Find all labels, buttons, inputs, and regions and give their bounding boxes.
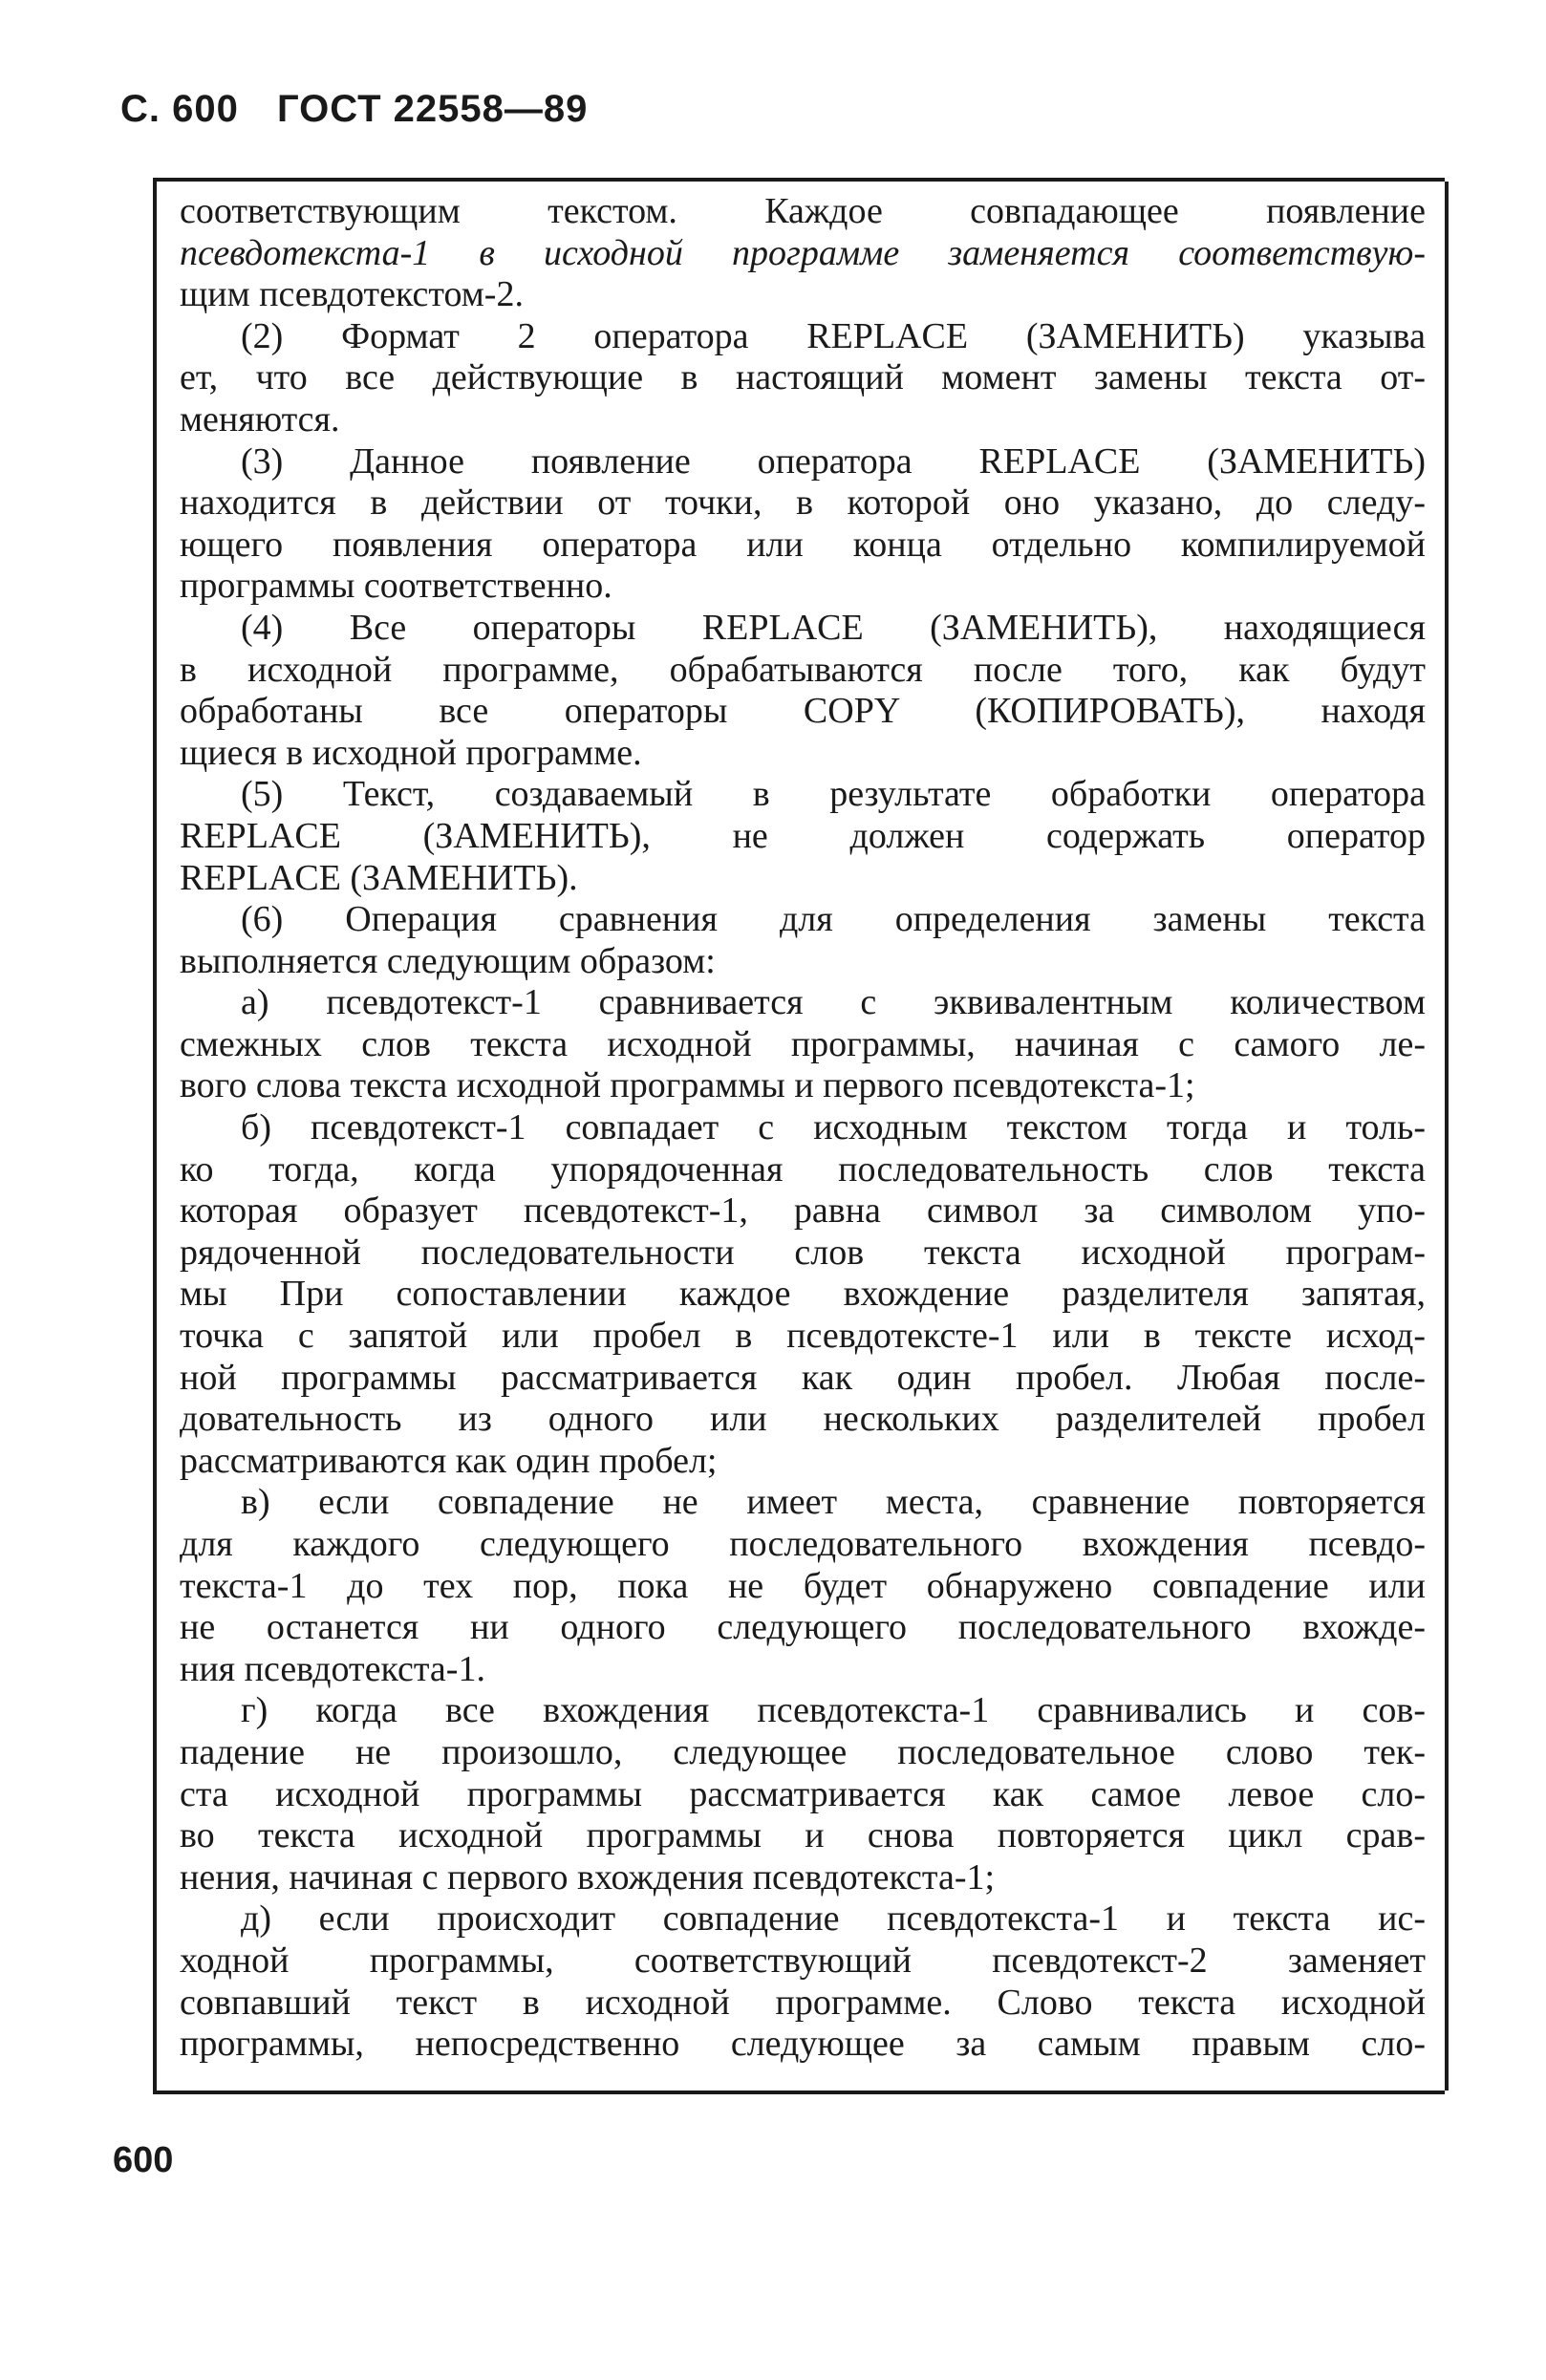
text-line: в) если совпадение не имеет места, сравнение повторяется <box>241 1482 1426 1523</box>
text-line: (4) Все операторы REPLACE (ЗАМЕНИТЬ), находящиеся <box>241 607 1426 648</box>
text-line: вого слова текста исходной программы и первого псевдотекста-1; <box>180 1065 1195 1106</box>
text-line: программы, непосредственно следующее за самым правым сло- <box>180 2024 1426 2065</box>
text-line: в исходной программе, обрабатываются после того, как будут <box>180 649 1426 690</box>
text-line: (6) Операция сравнения для определения замены текста <box>241 899 1426 940</box>
text-line: для каждого следующего последовательного вхождения псевдо- <box>180 1524 1426 1564</box>
text-line: (5) Текст, создаваемый в результате обработки оператора <box>241 774 1426 815</box>
text-line: б) псевдотекст-1 совпадает с исходным текстом тогда и толь- <box>241 1107 1426 1148</box>
text-line: программы соответственно. <box>180 566 612 607</box>
text-line: д) если происходит совпадение псевдотекста-1 и текста ис- <box>241 1898 1426 1940</box>
text-line: которая образует псевдотекст-1, равна символ за символом упо- <box>180 1190 1426 1232</box>
text-line: ста исходной программы рассматривается как самое левое сло- <box>180 1773 1426 1814</box>
text-line: щиеся в исходной программе. <box>180 732 642 773</box>
text-line: ко тогда, когда упорядоченная последовательность слов текста <box>180 1148 1426 1190</box>
text-line: ходной программы, соответствующий псевдотекст-2 заменяет <box>180 1940 1426 1981</box>
text-line: ния псевдотекста-1. <box>180 1648 485 1689</box>
text-line: выполняется следующим образом: <box>180 940 716 981</box>
text-line: (3) Данное появление оператора REPLACE (ЗАМЕНИТЬ) <box>241 440 1426 482</box>
frame-bottom-rule <box>153 2091 1445 2094</box>
text-line: довательность из одного или нескольких разделителей пробел <box>180 1399 1426 1440</box>
text-line: точка с запятой или пробел в псевдотексте-1 или в тексте исход- <box>180 1316 1426 1357</box>
text-line: (2) Формат 2 оператора REPLACE (ЗАМЕНИТЬ) указыва <box>241 315 1426 356</box>
text-line: текста-1 до тех пор, пока не будет обнаружено совпадение или <box>180 1565 1426 1606</box>
body-text <box>180 191 1426 2066</box>
text-line: г) когда все вхождения псевдотекста-1 сравнивались и сов- <box>241 1690 1426 1731</box>
text-line: нения, начиная с первого вхождения псевдотекста-1; <box>180 1856 996 1898</box>
text-line: щим псевдотекстом-2. <box>180 274 524 315</box>
page-number: 600 <box>113 2140 174 2180</box>
text-line: мы При сопоставлении каждое вхождение разделителя запятая, <box>180 1274 1426 1315</box>
text-line: ной программы рассматривается как один пробел. Любая после- <box>180 1357 1426 1398</box>
text-line: меняются. <box>180 398 340 440</box>
page-reference: С. 600 <box>120 88 239 130</box>
page-header <box>120 88 614 131</box>
text-line: рассматриваются как один пробел; <box>180 1440 718 1481</box>
text-line: рядоченной последовательности слов текста исходной програм- <box>180 1232 1426 1273</box>
text-line: не останется ни одного следующего последовательного вхожде- <box>180 1607 1426 1648</box>
text-line: REPLACE (ЗАМЕНИТЬ). <box>180 857 578 898</box>
text-line: совпавший текст в исходной программе. Слово текста исходной <box>180 1982 1426 2023</box>
text-line: во текста исходной программы и снова повторяется цикл срав- <box>180 1815 1426 1856</box>
text-line: а) псевдотекст-1 сравнивается с эквивалентным количеством <box>241 982 1426 1023</box>
text-line: ющего появления оператора или конца отдельно компилируемой <box>180 524 1426 565</box>
text-line: псевдотекста-1 в исходной программе заменяется соответствую- <box>180 232 1426 273</box>
text-line: обработаны все операторы COPY (КОПИРОВАТЬ), находя <box>180 691 1426 732</box>
text-line: падение не произошло, следующее последовательное слово тек- <box>180 1731 1426 1772</box>
text-line: находится в действии от точки, в которой оно указано, до следу- <box>180 482 1426 524</box>
text-line: смежных слов текста исходной программы, начиная с самого ле- <box>180 1023 1426 1064</box>
standard-title: ГОСТ 22558—89 <box>276 88 589 130</box>
text-line: REPLACE (ЗАМЕНИТЬ), не должен содержать оператор <box>180 815 1426 856</box>
text-line: соответствующим текстом. Каждое совпадающее появление <box>180 191 1426 231</box>
text-line: ет, что все действующие в настоящий момент замены текста от- <box>180 357 1426 398</box>
